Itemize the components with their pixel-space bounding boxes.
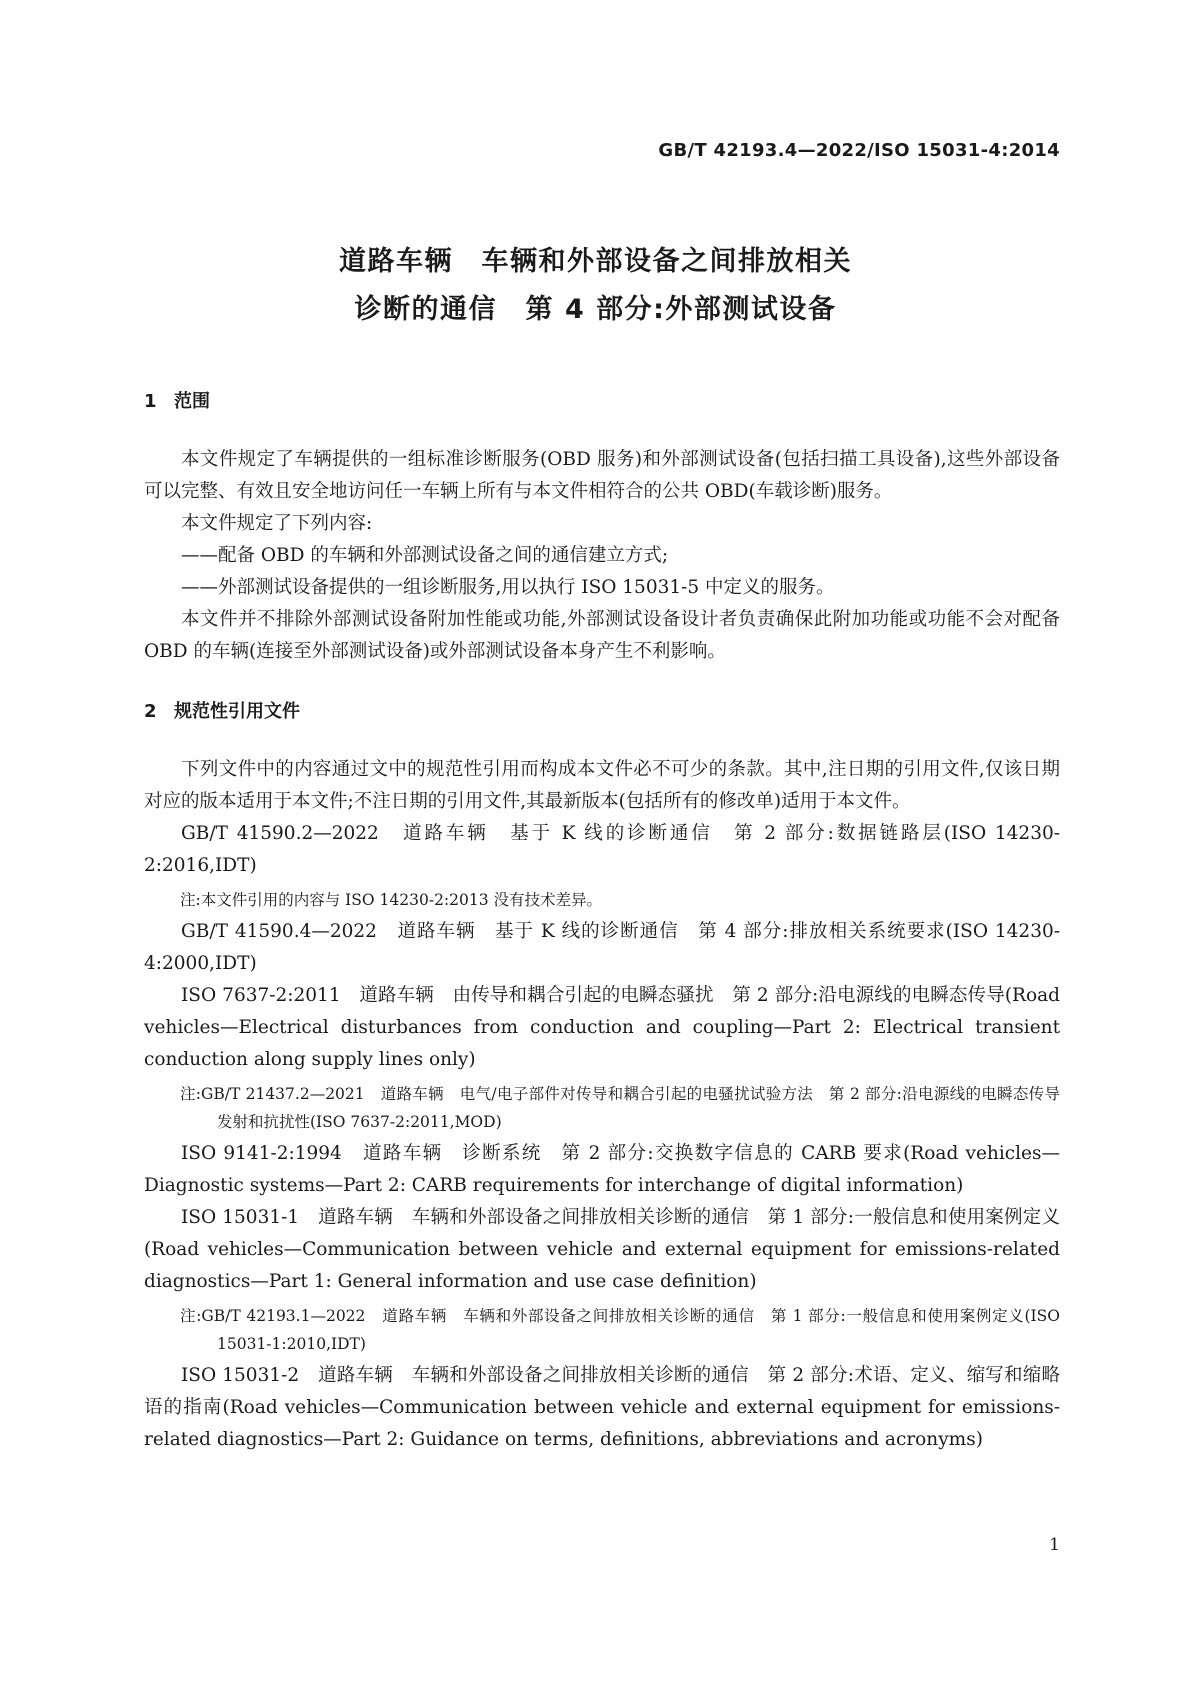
section-1-number: 1 <box>144 391 157 412</box>
page-number: 1 <box>1049 1535 1060 1555</box>
section-1-heading <box>144 386 1060 418</box>
reference-entry: ISO 15031-2 道路车辆 车辆和外部设备之间排放相关诊断的通信 第 2 部分:术语、定义、缩写和缩略语的指南(Road vehicles—Communication between vehicle and external equipment for emissions-related diagnostics—Part 2: Guidance on terms, definitions, abbreviations and acronyms) <box>144 1365 1060 1450</box>
title-line-1: 道路车辆 车辆和外部设备之间排放相关 <box>339 246 852 277</box>
references-intro: 下列文件中的内容通过文中的规范性引用而构成本文件必不可少的条款。其中,注日期的引用文件,仅该日期对应的版本适用于本文件;不注日期的引用文件,其最新版本(包括所有的修改单)适用于本文件。 <box>144 759 1060 812</box>
reference-entry: ISO 15031-1 道路车辆 车辆和外部设备之间排放相关诊断的通信 第 1 部分:一般信息和使用案例定义(Road vehicles—Communication between vehicle and external equipment for emissions-related diagnostics—Part 1: General information and use case definition) <box>144 1207 1060 1292</box>
reference-entry: GB/T 41590.4—2022 道路车辆 基于 K 线的诊断通信 第 4 部分:排放相关系统要求(ISO 14230-4:2000,IDT) <box>144 921 1060 974</box>
standard-code-header: GB/T 42193.4—2022/ISO 15031-4:2014 <box>658 140 1060 161</box>
section-2-title: 规范性引用文件 <box>174 701 300 722</box>
reference-entry: ISO 7637-2:2011 道路车辆 由传导和耦合引起的电瞬态骚扰 第 2 部分:沿电源线的电瞬态传导(Road vehicles—Electrical disturbances from conduction and coupling—Part 2: Electrical transient conduction along supply lines only) <box>144 985 1060 1070</box>
section-2-heading <box>144 696 1060 728</box>
document-title <box>0 238 1191 334</box>
reference-note: 注:GB/T 42193.1—2022 道路车辆 车辆和外部设备之间排放相关诊断的通信 第 1 部分:一般信息和使用案例定义(ISO 15031-1:2010,IDT) <box>180 1307 1060 1353</box>
scope-paragraph: 本文件规定了车辆提供的一组标准诊断服务(OBD 服务)和外部测试设备(包括扫描工具设备),这些外部设备可以完整、有效且安全地访问任一车辆上所有与本文件相符合的公共 OBD(车载诊断)服务。 <box>144 449 1060 502</box>
scope-paragraph: 本文件并不排除外部测试设备附加性能或功能,外部测试设备设计者负责确保此附加功能或功能不会对配备 OBD 的车辆(连接至外部测试设备)或外部测试设备本身产生不利影响。 <box>144 609 1060 662</box>
section-2-number: 2 <box>144 701 157 722</box>
scope-paragraph: 本文件规定了下列内容: <box>181 513 373 534</box>
scope-list-item: ——外部测试设备提供的一组诊断服务,用以执行 ISO 15031-5 中定义的服务。 <box>181 577 835 598</box>
reference-entry: ISO 9141-2:1994 道路车辆 诊断系统 第 2 部分:交换数字信息的 CARB 要求(Road vehicles—Diagnostic systems—Part 2: CARB requirements for interchange of digital information) <box>144 1143 1060 1196</box>
reference-note: 注:GB/T 21437.2—2021 道路车辆 电气/电子部件对传导和耦合引起的电骚扰试验方法 第 2 部分:沿电源线的电瞬态传导发射和抗扰性(ISO 7637-2:2011,MOD) <box>180 1085 1060 1131</box>
title-line-2: 诊断的通信 第 4 部分:外部测试设备 <box>354 294 837 325</box>
scope-list-item: ——配备 OBD 的车辆和外部测试设备之间的通信建立方式; <box>181 545 669 566</box>
reference-entry: GB/T 41590.2—2022 道路车辆 基于 K 线的诊断通信 第 2 部分:数据链路层(ISO 14230-2:2016,IDT) <box>144 823 1060 876</box>
document-body <box>144 386 1060 1456</box>
reference-note: 注:本文件引用的内容与 ISO 14230-2:2013 没有技术差异。 <box>180 891 603 909</box>
section-1-title: 范围 <box>174 391 210 412</box>
